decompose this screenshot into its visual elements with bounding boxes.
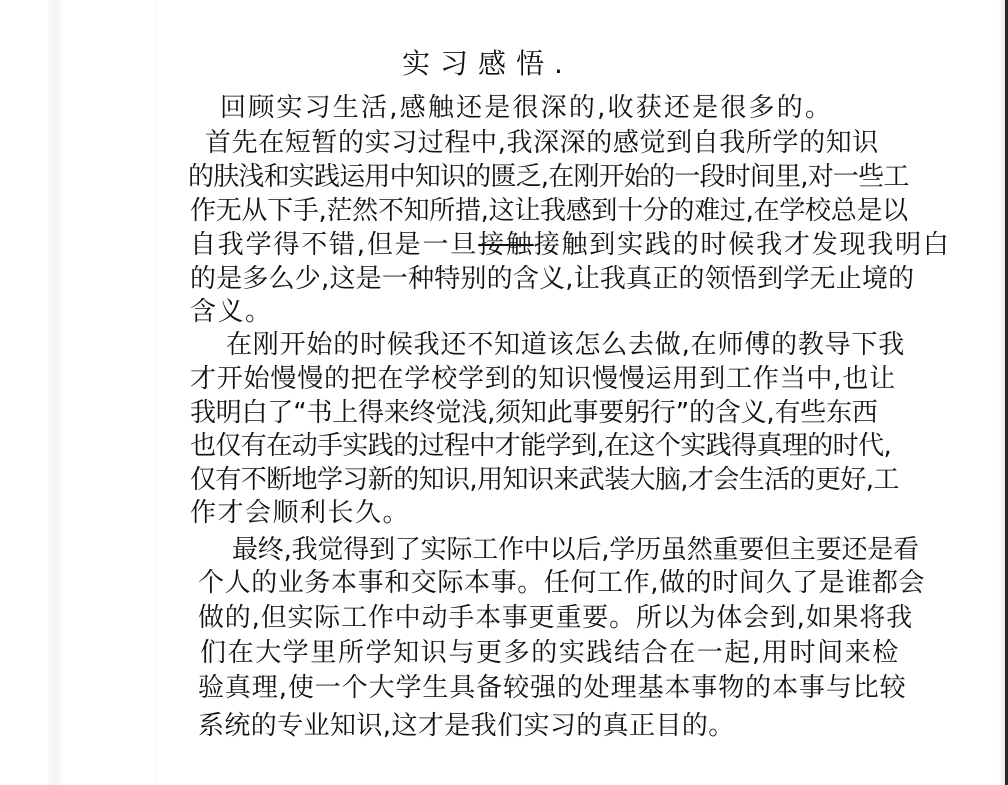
paragraph-1-line-1: 回顾实习生活,感触还是很深的,收获还是很多的。: [220, 93, 834, 123]
paragraph-4-line-2: 个人的业务本事和交际本事。任何工作,做的时间久了是谁都会: [198, 568, 926, 598]
paragraph-2-line-1: 首先在短暂的实习过程中,我深深的感觉到自我所学的知识: [205, 128, 879, 158]
paragraph-2-line-6: 含义。: [190, 297, 273, 327]
paragraph-3-line-2: 才开始慢慢的把在学校学到的知识慢慢运用到工作当中,也让: [190, 364, 896, 394]
paragraph-3-line-3: 我明白了“书上得来终觉浅,须知此事要躬行”的含义,有些东西: [190, 398, 878, 428]
document-title: 实习感悟.: [402, 47, 573, 80]
paragraph-4-line-6: 系统的专业知识,这才是我们实习的真正目的。: [198, 711, 735, 741]
paragraph-2-line-2: 的肤浅和实践运用中知识的匮乏,在刚开始的一段时间里,对一些工: [188, 162, 909, 192]
paragraph-4-line-1: 最终,我觉得到了实际工作中以后,学历虽然重要但主要还是看: [232, 535, 919, 565]
paper-left-edge-shadow: [48, 0, 62, 785]
line-4-suffix: 接触到实践的时候我才发现我明白: [533, 230, 951, 260]
paragraph-3-line-4: 也仅有在动手实践的过程中才能学到,在这个实践得真理的时代,: [190, 431, 892, 461]
paragraph-4-line-4: 们在大学里所学知识与更多的实践结合在一起,用时间来检: [200, 638, 900, 668]
paragraph-2-line-5: 的是多么少,这是一种特别的含义,让我真正的领悟到学无止境的: [190, 264, 915, 294]
paragraph-4-line-5: 验真理,使一个大学生具备较强的处理基本事物的本事与比较: [198, 673, 907, 703]
paragraph-2-line-3: 作无从下手,茫然不知所措,这让我感到十分的难过,在学校总是以: [190, 196, 908, 226]
line-4-prefix: 自我学得不错,但是一旦: [190, 230, 479, 260]
paragraph-2-line-4-start: [190, 229, 951, 261]
paragraph-4-line-3: 做的,但实际工作中动手本事更重要。所以为体会到,如果将我: [198, 603, 913, 633]
paragraph-3-line-1: 在刚开始的时候我还不知道该怎么去做,在师傅的教导下我: [226, 330, 906, 360]
paragraph-3-line-6: 作才会顺利长久。: [190, 498, 411, 528]
paper-fold-line: [155, 0, 156, 785]
struck-out-word: 接触: [478, 230, 534, 260]
paragraph-3-line-5: 仅有不断地学习新的知识,用知识来武装大脑,才会生活的更好,工: [190, 465, 899, 495]
